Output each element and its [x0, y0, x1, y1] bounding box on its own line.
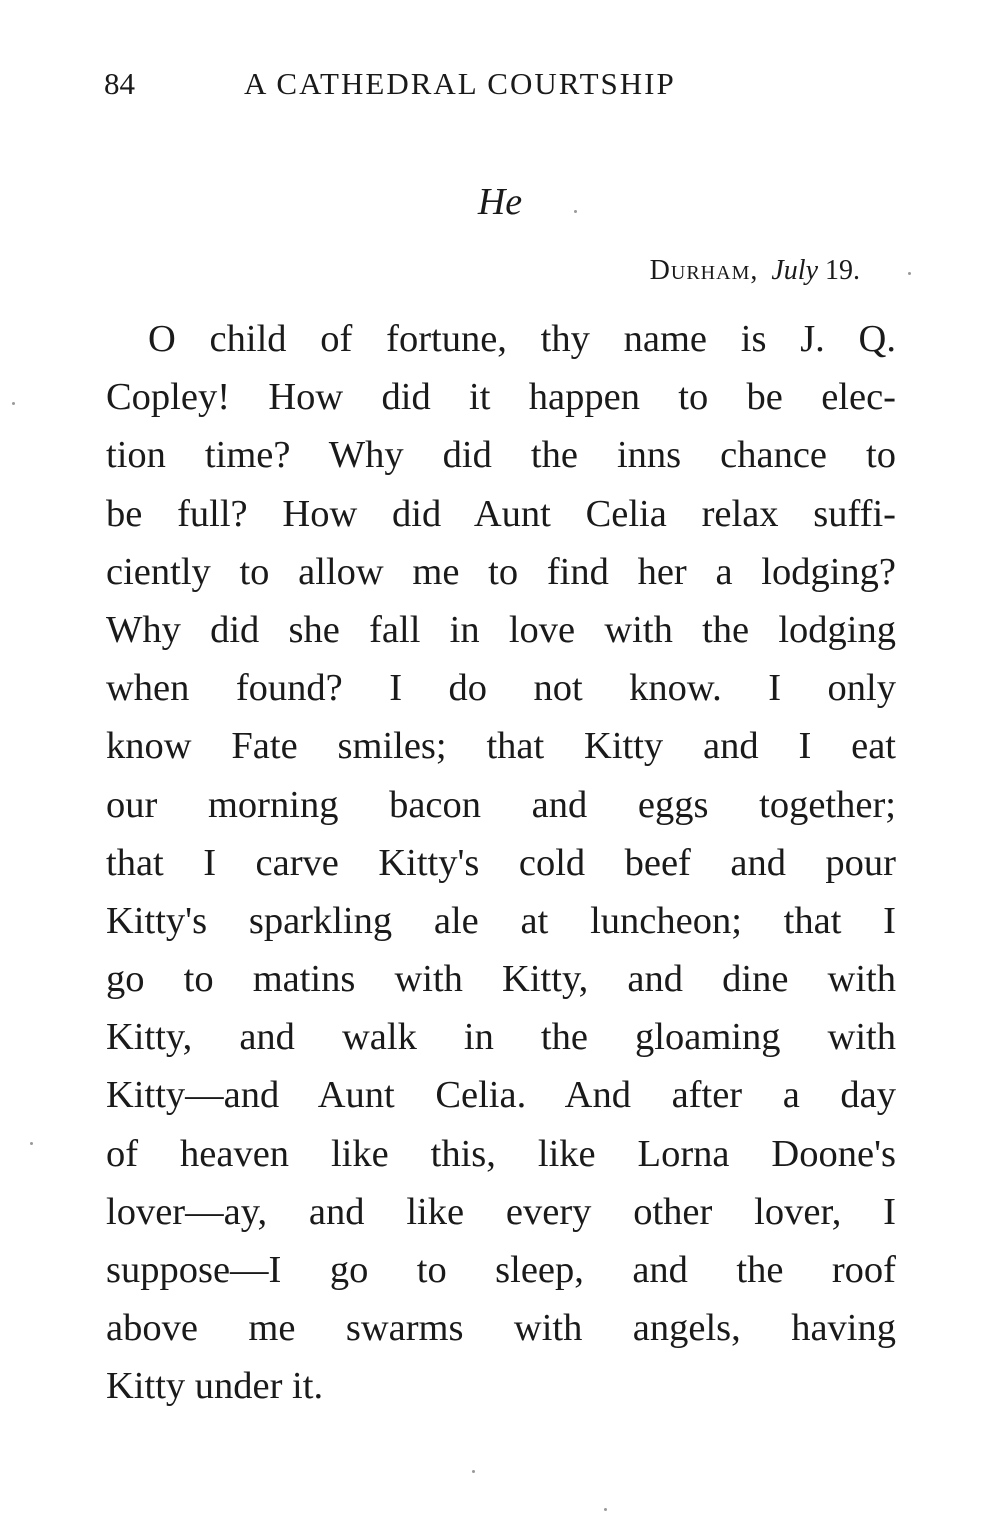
running-title: A CATHEDRAL COURTSHIP — [244, 66, 676, 101]
running-head — [104, 66, 764, 110]
text-line: tion time? Why did the inns chance to — [106, 434, 896, 477]
section-title: He — [477, 181, 523, 223]
text-line: of heaven like this, like Lorna Doone's — [106, 1132, 896, 1175]
text-line: Kitty under it. — [106, 1365, 324, 1408]
page-number: 84 — [104, 66, 135, 101]
text-line: above me swarms with angels, having — [106, 1307, 896, 1350]
text-line: that I carve Kitty's cold beef and pour — [106, 841, 896, 884]
text-line: Kitty, and walk in the gloaming with — [106, 1016, 896, 1059]
text-line: Kitty's sparkling ale at luncheon; that I — [106, 899, 896, 942]
scan-speck — [908, 272, 911, 275]
text-line: our morning bacon and eggs together; — [106, 783, 896, 826]
text-line: Copley! How did it happen to be elec- — [106, 376, 896, 419]
text-line: ciently to allow me to find her a lodging? — [106, 550, 896, 593]
scan-speck — [574, 210, 577, 213]
dateline-place: Durham, — [649, 255, 759, 286]
text-line: know Fate smiles; that Kitty and I eat — [106, 725, 896, 768]
dateline — [650, 255, 860, 287]
text-line: go to matins with Kitty, and dine with — [106, 958, 896, 1001]
text-line: lover—ay, and like every other lover, I — [106, 1190, 896, 1233]
text-line: O child of fortune, thy name is J. Q. — [148, 318, 896, 360]
scan-speck — [472, 1470, 475, 1473]
text-line: Why did she fall in love with the lodging — [106, 608, 896, 651]
dateline-month: July — [771, 255, 818, 286]
scan-speck — [604, 1508, 607, 1511]
text-line: suppose—I go to sleep, and the roof — [106, 1249, 896, 1291]
text-line: Kitty—and Aunt Celia. And after a day — [106, 1074, 896, 1117]
text-line: be full? How did Aunt Celia relax suffi- — [106, 492, 896, 535]
dateline-day: 19. — [825, 255, 860, 286]
scan-speck — [30, 1142, 33, 1145]
text-line: when found? I do not know. I only — [106, 667, 896, 710]
body-text — [106, 310, 896, 1416]
scan-speck — [12, 402, 15, 405]
